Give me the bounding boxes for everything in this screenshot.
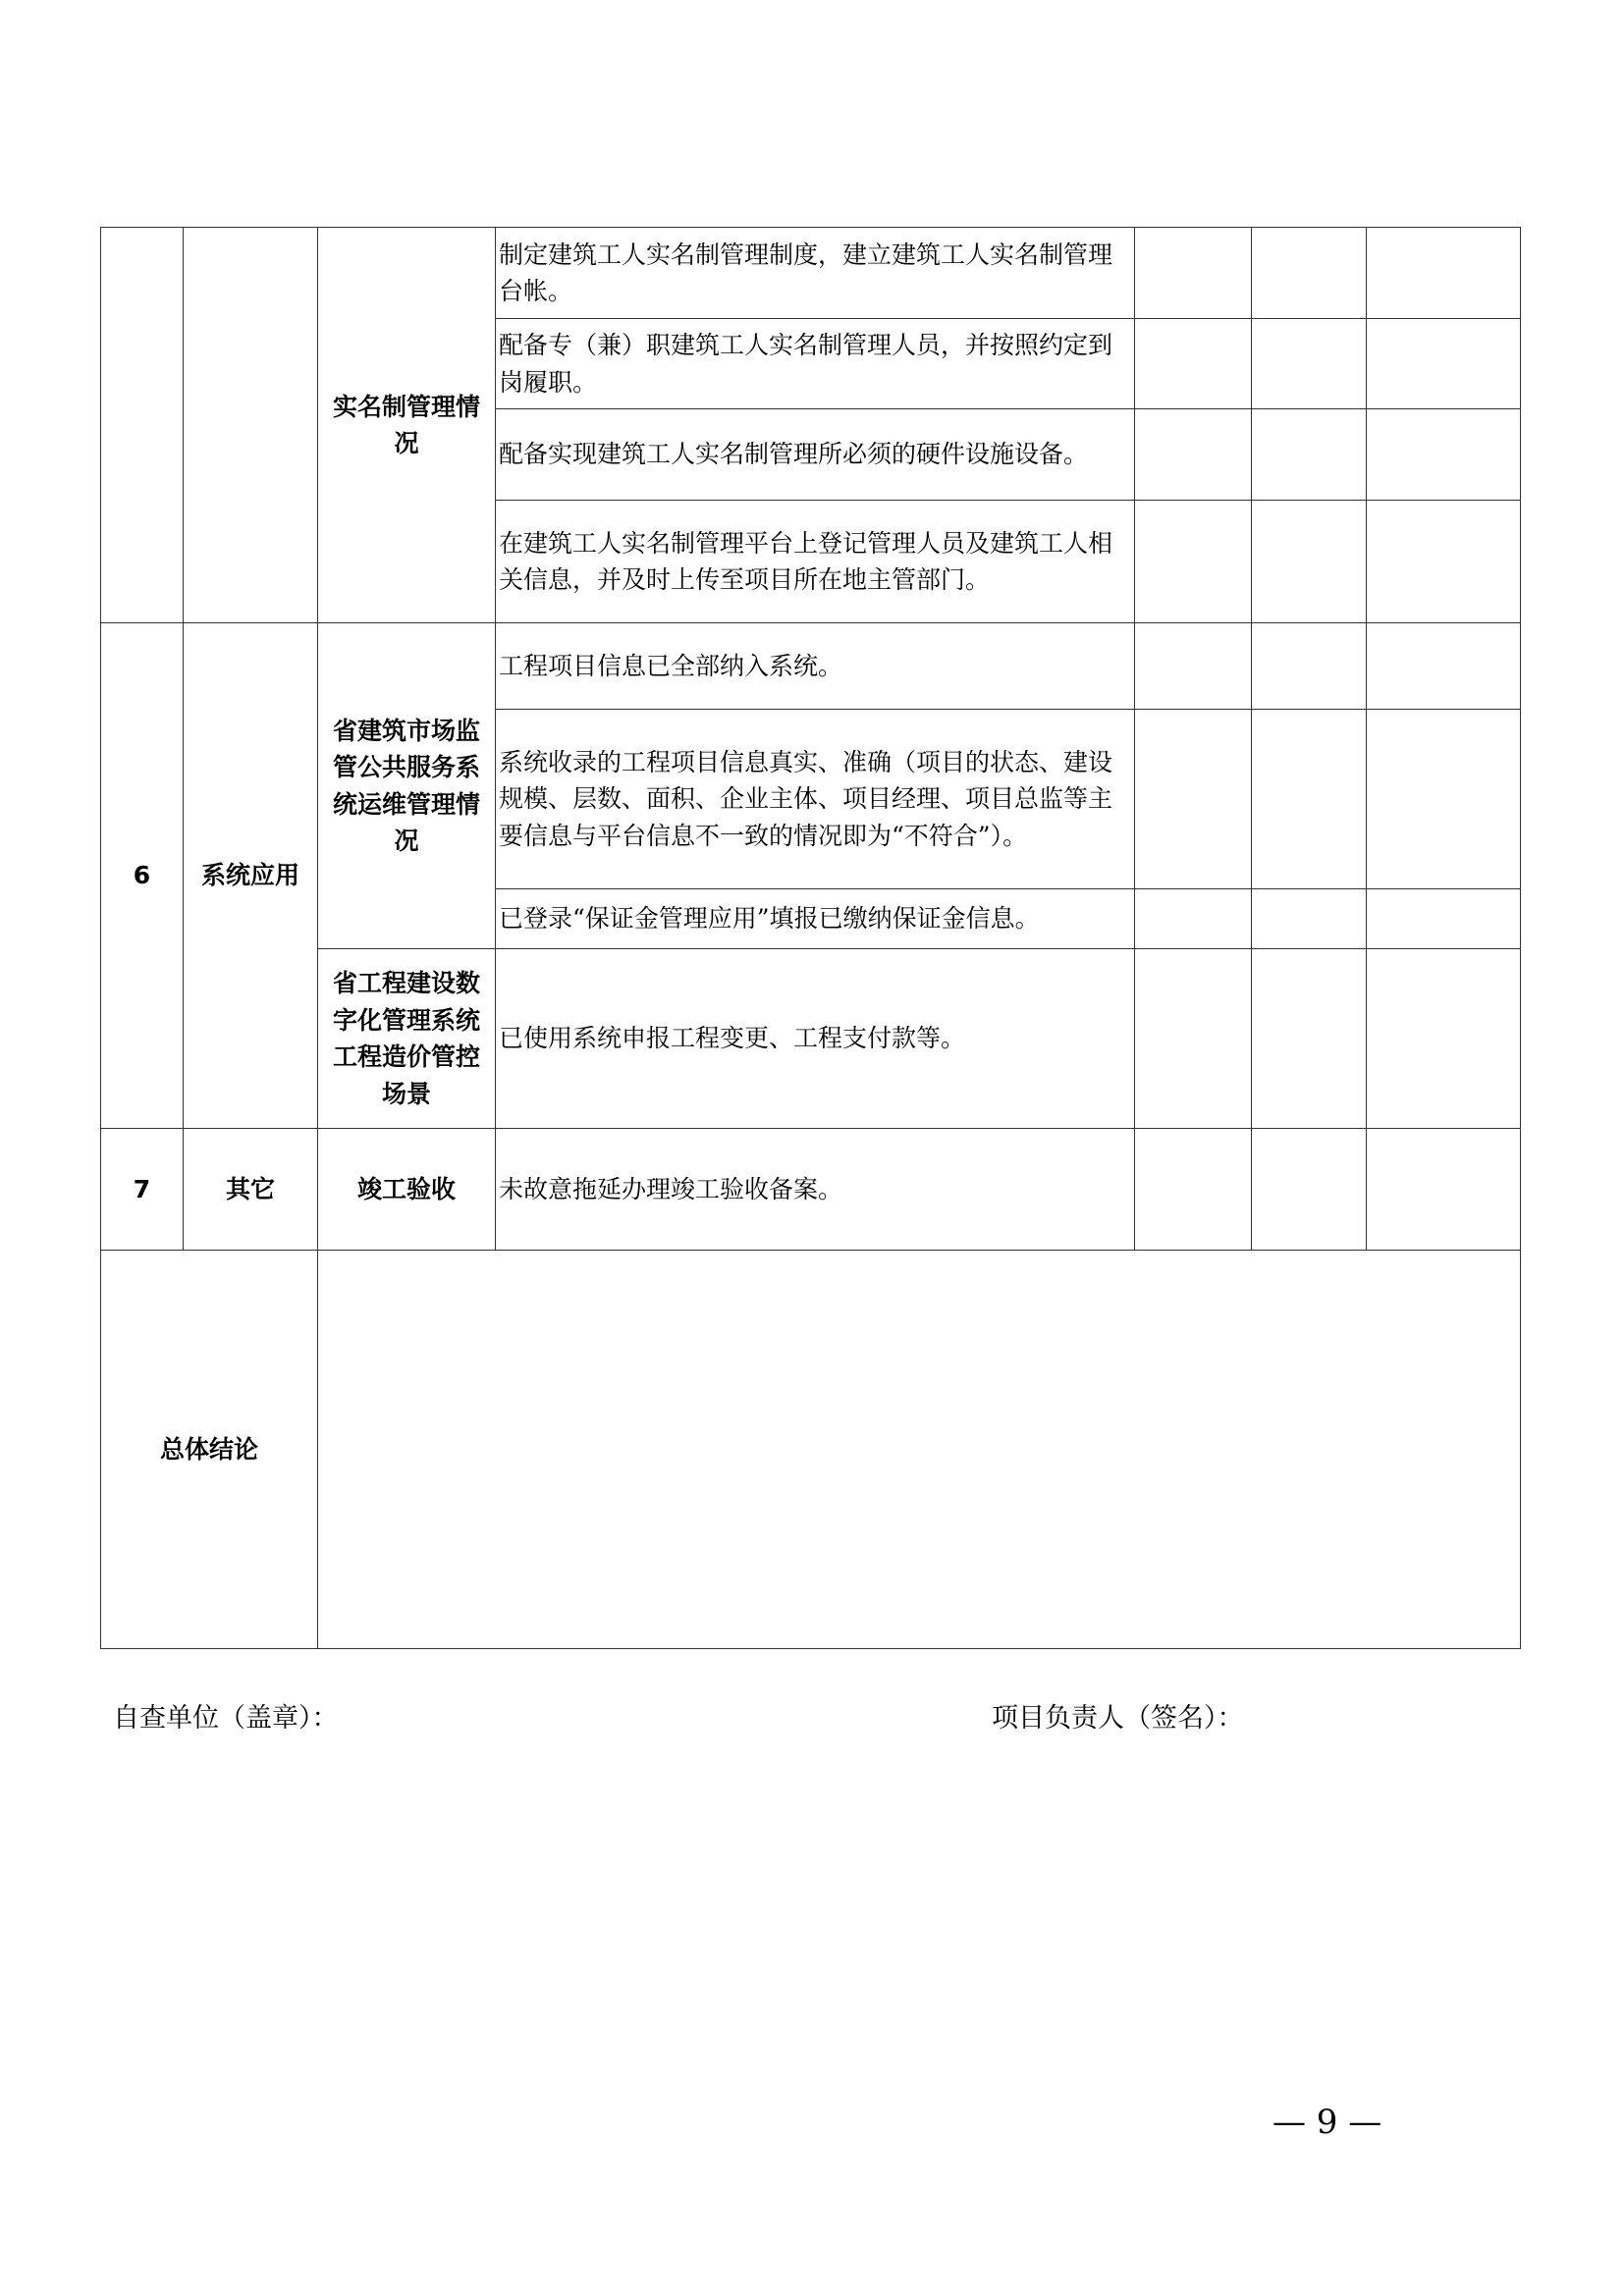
result-cell xyxy=(1367,319,1521,409)
table-row xyxy=(101,1129,1521,1251)
item-name: 实名制管理情况 xyxy=(318,228,496,623)
table-row xyxy=(101,623,1521,710)
requirement-text: 在建筑工人实名制管理平台上登记管理人员及建筑工人相关信息，并及时上传至项目所在地主管部门。 xyxy=(496,501,1135,623)
requirement-text: 已使用系统申报工程变更、工程支付款等。 xyxy=(496,949,1135,1129)
result-cell xyxy=(1367,1129,1521,1251)
requirement-text: 配备实现建筑工人实名制管理所必须的硬件设施设备。 xyxy=(496,409,1135,501)
result-cell xyxy=(1135,623,1252,710)
requirement-text: 未故意拖延办理竣工验收备案。 xyxy=(496,1129,1135,1251)
item-name: 省工程建设数字化管理系统工程造价管控场景 xyxy=(318,949,496,1129)
item-name: 省建筑市场监管公共服务系统运维管理情况 xyxy=(318,623,496,949)
requirement-text: 工程项目信息已全部纳入系统。 xyxy=(496,623,1135,710)
table-row xyxy=(101,228,1521,319)
result-cell xyxy=(1252,710,1367,889)
requirement-text: 已登录“保证金管理应用”填报已缴纳保证金信息。 xyxy=(496,889,1135,949)
page-number: — 9 — xyxy=(1272,2103,1382,2142)
result-cell xyxy=(1367,623,1521,710)
result-cell xyxy=(1135,409,1252,501)
result-cell xyxy=(1252,409,1367,501)
leader-sign-label: 项目负责人（签名）： xyxy=(992,1703,1244,1734)
section-category: 其它 xyxy=(184,1129,318,1251)
result-cell xyxy=(1252,501,1367,623)
requirement-text: 制定建筑工人实名制管理制度，建立建筑工人实名制管理台帐。 xyxy=(496,228,1135,319)
result-cell xyxy=(1252,623,1367,710)
result-cell xyxy=(1367,949,1521,1129)
result-cell xyxy=(1252,889,1367,949)
result-cell xyxy=(1135,889,1252,949)
result-cell xyxy=(1135,949,1252,1129)
item-name: 竣工验收 xyxy=(318,1129,496,1251)
result-cell xyxy=(1135,1129,1252,1251)
result-cell xyxy=(1135,228,1252,319)
section-number: 6 xyxy=(101,623,184,1129)
result-cell xyxy=(1367,409,1521,501)
result-cell xyxy=(1252,319,1367,409)
result-cell xyxy=(1367,501,1521,623)
result-cell xyxy=(1135,319,1252,409)
result-cell xyxy=(1252,949,1367,1129)
checklist-table xyxy=(100,227,1521,1649)
unit-seal-label: 自查单位（盖章）： xyxy=(113,1703,339,1734)
requirement-text: 系统收录的工程项目信息真实、准确（项目的状态、建设规模、层数、面积、企业主体、项目经理、项目总监等主要信息与平台信息不一致的情况即为“不符合”）。 xyxy=(496,710,1135,889)
result-cell xyxy=(1135,501,1252,623)
requirement-text: 配备专（兼）职建筑工人实名制管理人员，并按照约定到岗履职。 xyxy=(496,319,1135,409)
result-cell xyxy=(1252,1129,1367,1251)
conclusion-label: 总体结论 xyxy=(101,1251,318,1649)
result-cell xyxy=(1367,710,1521,889)
result-cell xyxy=(1252,228,1367,319)
section-number xyxy=(101,228,184,623)
result-cell xyxy=(1135,710,1252,889)
result-cell xyxy=(1367,889,1521,949)
conclusion-text xyxy=(318,1251,1521,1649)
section-number: 7 xyxy=(101,1129,184,1251)
result-cell xyxy=(1367,228,1521,319)
section-category: 系统应用 xyxy=(184,623,318,1129)
conclusion-row xyxy=(101,1251,1521,1649)
section-category xyxy=(184,228,318,623)
